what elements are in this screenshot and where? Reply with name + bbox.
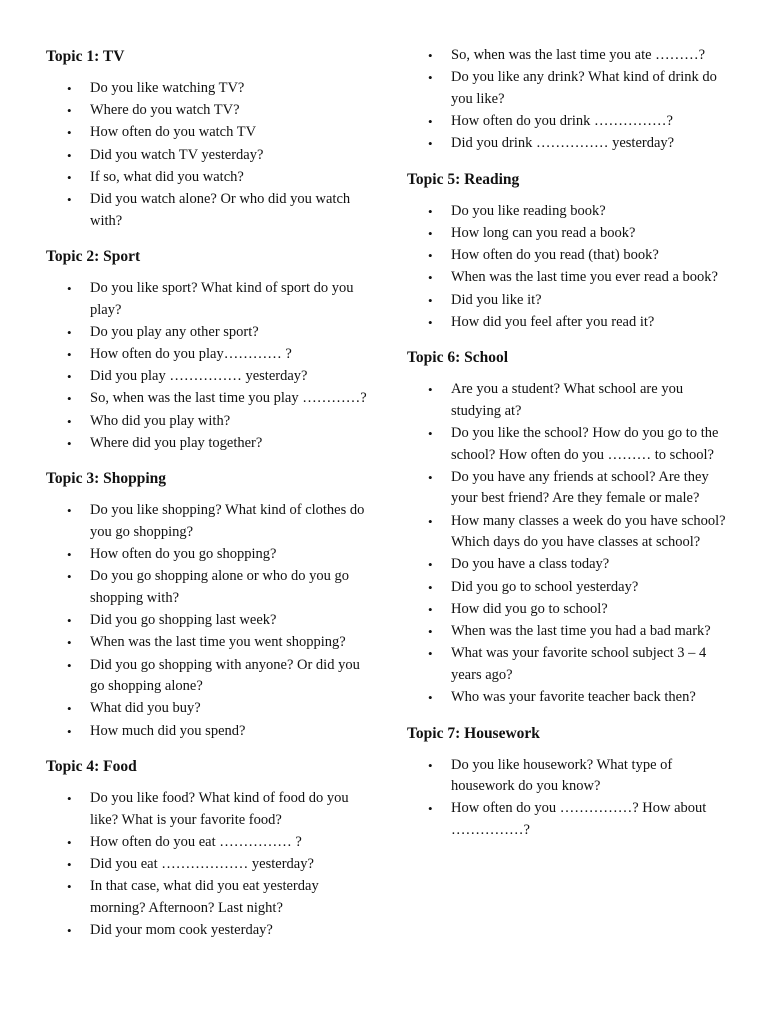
question-text: If so, what did you watch? [90, 168, 244, 185]
bullet-icon: • [67, 723, 72, 739]
list-item [46, 189, 376, 232]
bullet-icon: • [428, 70, 433, 86]
bullet-icon: • [67, 191, 72, 207]
question-text: Do you like any drink? What kind of drink do you like? [451, 69, 717, 107]
list-item [46, 566, 376, 609]
question-text: How did you feel after you read it? [451, 313, 655, 330]
bullet-icon: • [67, 81, 72, 96]
question-text: So, when was the last time you play …………? [90, 390, 367, 407]
bullet-icon: • [428, 513, 433, 529]
bullet-icon: • [67, 834, 72, 850]
bullet-icon: • [428, 48, 433, 63]
list-item [46, 544, 376, 566]
list-item [407, 621, 729, 643]
bullet-icon: • [67, 857, 72, 873]
topic-title: Topic 3: Shopping [46, 470, 167, 488]
list-item [407, 687, 729, 709]
question-text: How much did you spend? [90, 722, 246, 739]
bullet-icon: • [67, 103, 72, 119]
bullet-icon: • [428, 248, 433, 264]
topic-title: Topic 4: Food [46, 758, 137, 776]
bullet-icon: • [428, 801, 433, 817]
list-item [407, 599, 729, 621]
list-item [46, 854, 376, 876]
list-item [46, 610, 376, 632]
question-text: Do you like the school? How do you go to the school? How often do you ……… to school? [451, 425, 719, 463]
bullet-icon: • [67, 147, 72, 163]
list-item [46, 876, 376, 919]
list-item [46, 832, 376, 854]
topic-food-continued [407, 45, 729, 155]
bullet-icon: • [428, 601, 433, 617]
question-text: When was the last time you ever read a book? [451, 269, 718, 286]
topic-title: Topic 1: TV [46, 48, 125, 65]
list-item [46, 632, 376, 654]
list-item [46, 78, 376, 100]
question-text: Did you drink …………… yesterday? [451, 135, 675, 152]
bullet-icon: • [67, 635, 72, 651]
bullet-icon: • [428, 136, 433, 152]
bullet-icon: • [428, 292, 433, 308]
list-item [407, 755, 729, 798]
list-item [407, 133, 729, 155]
bullet-icon: • [428, 203, 433, 219]
list-item [407, 111, 729, 133]
list-item [46, 655, 376, 698]
question-text: Did you watch TV yesterday? [90, 146, 264, 163]
question-text: Do you play any other sport? [90, 323, 259, 340]
question-text: How did you go to school? [451, 600, 608, 617]
list-item [407, 423, 729, 466]
question-list [407, 201, 729, 334]
left-column [46, 44, 376, 954]
list-item [46, 366, 376, 388]
bullet-icon: • [428, 579, 433, 595]
topic-school [407, 345, 729, 708]
question-text: Did you eat ……………… yesterday? [90, 856, 314, 873]
list-item [46, 145, 376, 167]
question-text: Who was your favorite teacher back then? [451, 688, 696, 705]
list-item [46, 721, 376, 743]
question-text: Do you have a class today? [451, 556, 610, 573]
list-item [407, 223, 729, 245]
topic-reading [407, 167, 729, 334]
bullet-icon: • [428, 646, 433, 662]
question-text: How many classes a week do you have school? Which days do you have classes at school? [451, 512, 726, 551]
question-text: Do you like reading book? [451, 202, 606, 219]
list-item [46, 500, 376, 543]
list-item [46, 100, 376, 122]
list-item [46, 167, 376, 189]
question-text: Did you like it? [451, 291, 542, 308]
question-list [407, 379, 729, 708]
question-list [407, 45, 729, 155]
list-item [46, 388, 376, 410]
question-text: Did your mom cook yesterday? [90, 922, 273, 939]
bullet-icon: • [67, 791, 72, 807]
list-item [407, 267, 729, 289]
bullet-icon: • [428, 469, 433, 485]
bullet-icon: • [67, 281, 72, 297]
question-text: How often do you watch TV [90, 124, 257, 141]
topic-sport [46, 244, 376, 454]
list-item [46, 278, 376, 321]
question-text: Did you go to school yesterday? [451, 578, 639, 595]
question-text: How often do you read (that) book? [451, 247, 659, 264]
bullet-icon: • [67, 879, 72, 895]
question-text: How often do you drink ……………? [451, 112, 673, 129]
bullet-icon: • [428, 382, 433, 398]
list-item [407, 312, 729, 334]
list-item [407, 467, 729, 510]
bullet-icon: • [67, 324, 72, 340]
list-item [407, 577, 729, 599]
list-item [46, 122, 376, 144]
question-text: In that case, what did you eat yesterday morning? Afternoon? Last night? [90, 878, 319, 916]
question-text: When was the last time you went shopping? [90, 634, 346, 651]
question-list [46, 78, 376, 232]
topic-title: Topic 5: Reading [407, 170, 520, 188]
question-text: Do you have any friends at school? Are they your best friend? Are they female or male? [451, 468, 709, 507]
question-text: Did you play …………… yesterday? [90, 368, 308, 385]
list-item [407, 643, 729, 686]
topic-title: Topic 7: Housework [407, 724, 540, 742]
list-item [407, 45, 729, 67]
question-text: Where did you play together? [90, 434, 263, 451]
question-text: How often do you go shopping? [90, 546, 277, 563]
bullet-icon: • [67, 369, 72, 385]
bullet-icon: • [67, 701, 72, 717]
right-column [407, 45, 729, 854]
bullet-icon: • [428, 689, 433, 705]
bullet-icon: • [428, 426, 433, 442]
bullet-icon: • [67, 169, 72, 185]
question-list [46, 278, 376, 454]
question-text: What was your favorite school subject 3 – 4 years ago? [451, 645, 707, 683]
question-text: So, when was the last time you ate ………? [451, 47, 706, 63]
list-item [407, 201, 729, 223]
bullet-icon: • [67, 503, 72, 519]
bullet-icon: • [428, 314, 433, 330]
question-text: Do you like shopping? What kind of clothes do you go shopping? [90, 502, 365, 541]
question-text: How often do you eat …………… ? [90, 833, 302, 850]
list-item [46, 411, 376, 433]
list-item [407, 798, 729, 841]
list-item [46, 698, 376, 720]
question-text: Do you like food? What kind of food do you like? What is your favorite food? [90, 790, 349, 828]
bullet-icon: • [67, 569, 72, 585]
list-item [407, 511, 729, 554]
list-item [407, 290, 729, 312]
question-text: How often do you ……………? How about ……………? [451, 800, 707, 838]
topic-shopping [46, 466, 376, 742]
bullet-icon: • [428, 113, 433, 129]
question-text: Do you go shopping alone or who do you go shopping with? [90, 568, 349, 606]
question-text: Where do you watch TV? [90, 102, 240, 119]
list-item [407, 67, 729, 110]
bullet-icon: • [67, 923, 72, 939]
question-list [407, 755, 729, 842]
question-text: How long can you read a book? [451, 224, 636, 241]
list-item [46, 344, 376, 366]
bullet-icon: • [67, 413, 72, 429]
topic-title: Topic 6: School [407, 349, 509, 367]
topic-food [46, 754, 376, 942]
list-item [46, 788, 376, 831]
question-text: Did you watch alone? Or who did you watch with? [90, 190, 351, 229]
question-text: When was the last time you had a bad mark? [451, 622, 711, 639]
bullet-icon: • [428, 225, 433, 241]
question-text: Do you like sport? What kind of sport do you play? [90, 280, 354, 318]
topic-tv [46, 44, 376, 232]
list-item [46, 433, 376, 455]
bullet-icon: • [67, 391, 72, 407]
bullet-icon: • [67, 125, 72, 141]
bullet-icon: • [428, 557, 433, 573]
topic-housework [407, 721, 729, 842]
bullet-icon: • [428, 270, 433, 286]
question-text: How often do you play………… ? [90, 346, 292, 363]
bullet-icon: • [67, 657, 72, 673]
bullet-icon: • [428, 623, 433, 639]
list-item [407, 245, 729, 267]
question-list [46, 500, 376, 742]
question-text: Did you go shopping last week? [90, 612, 277, 629]
question-text: What did you buy? [90, 700, 201, 717]
question-text: Who did you play with? [90, 412, 231, 429]
question-text: Do you like watching TV? [90, 80, 245, 96]
bullet-icon: • [67, 547, 72, 563]
bullet-icon: • [67, 613, 72, 629]
bullet-icon: • [67, 435, 72, 451]
list-item [46, 322, 376, 344]
list-item [46, 920, 376, 942]
topic-title: Topic 2: Sport [46, 248, 141, 266]
question-text: Do you like housework? What type of housework do you know? [451, 756, 673, 795]
question-text: Are you a student? What school are you studying at? [451, 381, 684, 419]
list-item [407, 379, 729, 422]
bullet-icon: • [428, 757, 433, 773]
list-item [407, 554, 729, 576]
question-text: Did you go shopping with anyone? Or did you go shopping alone? [90, 656, 360, 695]
question-list [46, 788, 376, 942]
bullet-icon: • [67, 347, 72, 363]
